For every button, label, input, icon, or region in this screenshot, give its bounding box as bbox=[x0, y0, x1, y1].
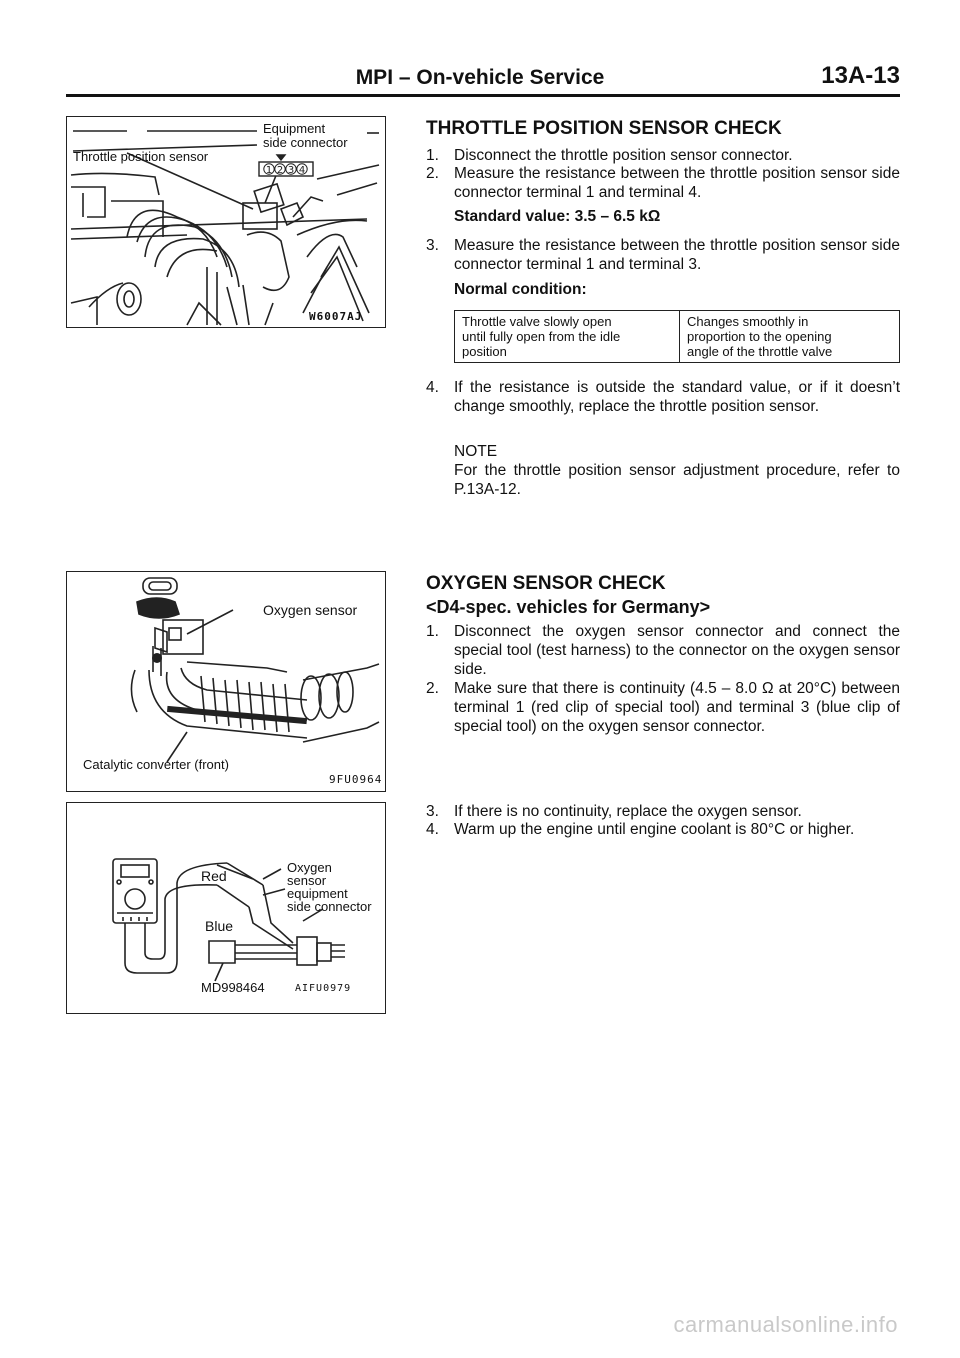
equipment-label: Equipment bbox=[263, 121, 326, 136]
normal-condition-label: Normal condition: bbox=[454, 281, 587, 298]
red-clip-label: Red bbox=[201, 868, 227, 884]
throttle-sensor-figure bbox=[66, 116, 386, 328]
table-row bbox=[455, 311, 900, 363]
equipment-label: equipment bbox=[287, 886, 348, 901]
condition-table bbox=[454, 310, 900, 363]
result-cell: Changes smoothly in proportion to the opening angle of the throttle valve bbox=[680, 311, 900, 363]
throttle-check-heading: THROTTLE POSITION SENSOR CHECK bbox=[426, 118, 782, 139]
terminal-2-label: 2 bbox=[276, 165, 284, 176]
header-rule bbox=[66, 94, 900, 97]
terminal-3-label: 3 bbox=[287, 165, 295, 176]
terminal-4-label: 4 bbox=[298, 165, 306, 176]
page-title: MPI – On-vehicle Service bbox=[355, 66, 605, 89]
figure-code: AIFU0979 bbox=[295, 983, 352, 994]
tester-figure bbox=[66, 802, 386, 1014]
watermark: carmanualsonline.info bbox=[673, 1312, 898, 1337]
note-label: NOTE bbox=[454, 443, 498, 460]
oxygen-sensor-figure bbox=[66, 571, 386, 792]
oxygen-check-heading: OXYGEN SENSOR CHECK bbox=[426, 573, 666, 594]
oxygen-sensor-label: Oxygen sensor bbox=[263, 602, 358, 618]
blue-clip-label: Blue bbox=[205, 918, 234, 934]
oxygen-check-subheading: <D4-spec. vehicles for Germany> bbox=[426, 597, 711, 617]
sensor-label: sensor bbox=[287, 873, 327, 888]
terminal-1-label: 1 bbox=[265, 165, 273, 176]
figure-code: W6007AJ bbox=[309, 310, 363, 323]
condition-cell: Throttle valve slowly open until fully open from the idle position bbox=[455, 311, 680, 363]
side-connector-label: side connector bbox=[287, 899, 372, 914]
standard-value: Standard value: 3.5 – 6.5 kΩ bbox=[454, 208, 661, 225]
throttle-sensor-label: Throttle position sensor bbox=[73, 149, 209, 164]
oxygen-label: Oxygen bbox=[287, 860, 332, 875]
special-tool-label: MD998464 bbox=[201, 980, 265, 995]
note-text: For the throttle position sensor adjustment procedure, refer to P.13A-12. bbox=[454, 462, 900, 498]
page-number: 13A-13 bbox=[821, 62, 900, 89]
side-connector-label: side connector bbox=[263, 135, 348, 150]
catalytic-converter-label: Catalytic converter (front) bbox=[83, 757, 229, 772]
figure-code: 9FU0964 bbox=[329, 773, 383, 786]
